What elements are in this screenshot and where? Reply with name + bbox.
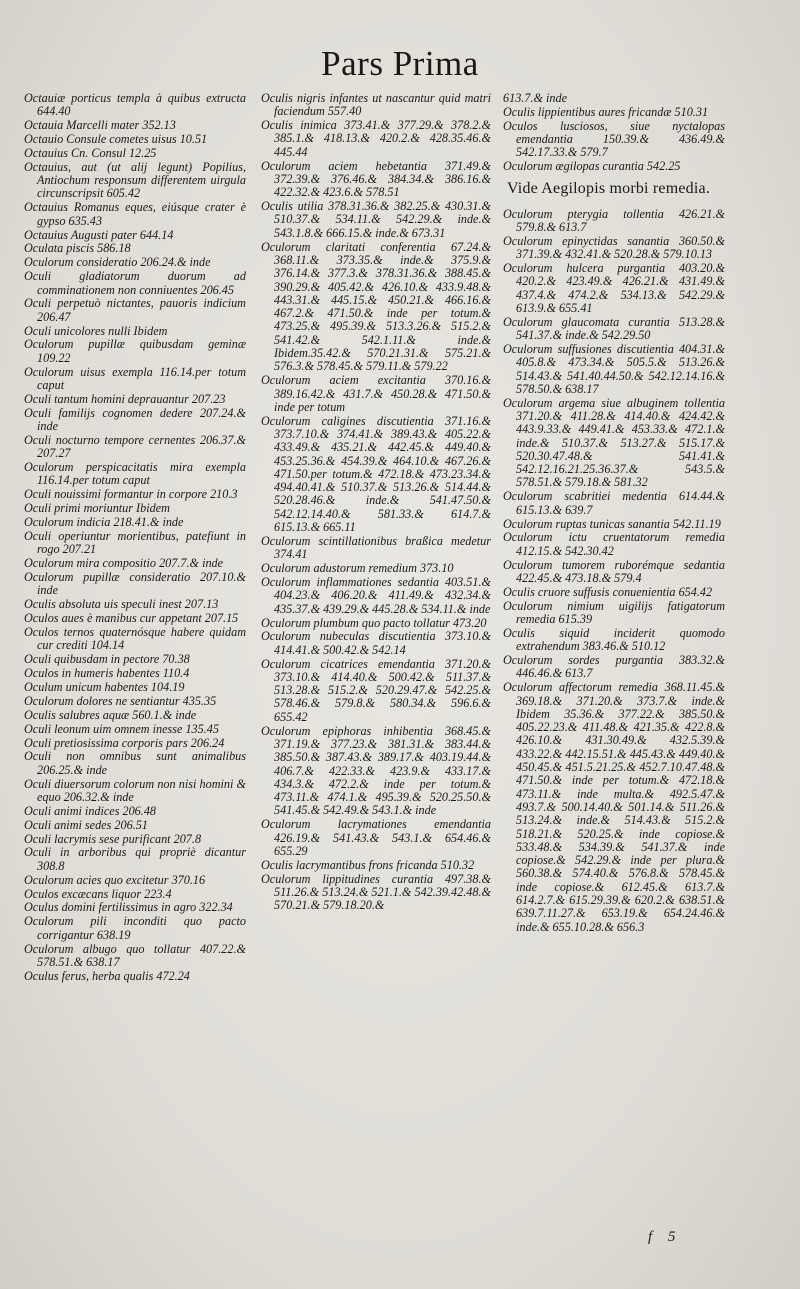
index-entry: Oculorum argema siue albuginem tollentia 371.20.& 411.28.& 414.40.& 424.42.& 443.9.33.& 449.41.& 453.33.& 472.1.& inde.& 510.37.& 513.27.& 515.17.& 520.30.47.48.& 541.41.& 542.12.16.21.25.36.37.& 543.5.& 578.51.& 579.18.& 581.32 — [503, 395, 725, 490]
index-entry: Oculi unicolores nulli Ibidem — [24, 323, 168, 338]
index-entry: Oculi in arboribus qui propriè dicantur 308.8 — [24, 845, 246, 873]
index-entry: Oculos excæcans liquor 223.4 — [24, 886, 172, 901]
index-entry: Octauius Augusti pater 644.14 — [24, 227, 174, 242]
index-entry: Oculi nouissimi formantur in corpore 210.3 — [24, 487, 238, 502]
index-entry: Oculum unicum habentes 104.19 — [24, 679, 185, 694]
index-entry: Oculi quibusdam in pectore 70.38 — [24, 652, 190, 667]
index-entry: Oculorum scintillationibus braßica medetur 374.41 — [261, 533, 491, 562]
index-entry: Octauiæ porticus templa à quibus extructa 644.40 — [24, 91, 246, 119]
index-entry: Oculis absoluta uis speculi inest 207.13 — [24, 597, 219, 612]
index-entry: Octauio Consule cometes uisus 10.51 — [24, 132, 208, 147]
index-entry: Oculi animi sedes 206.51 — [24, 817, 148, 832]
index-entry: Oculorum lippitudines curantia 497.38.& 511.26.& 513.24.& 521.1.& 542.39.42.48.& 570.21.& 579.18.20.& — [261, 871, 491, 913]
index-entry: Oculorum albugo quo tollatur 407.22.& 578.51.& 638.17 — [24, 941, 246, 969]
signature-mark: f 5 — [648, 1229, 682, 1245]
index-column-3 — [503, 92, 725, 935]
index-entry: Octauius Cn. Consul 12.25 — [24, 145, 157, 160]
index-entry: Oculus domini fertilissimus in agro 322.34 — [24, 900, 233, 915]
index-entry: Oculorum ictu cruentatorum remedia 412.15.& 542.30.42 — [503, 530, 725, 558]
index-entry: Oculi non omnibus sunt animalibus 206.25.& inde — [24, 749, 246, 777]
index-column-2 — [261, 92, 491, 913]
index-entry: Oculi pretiosissima corporis pars 206.24 — [24, 735, 225, 750]
index-entry: Oculorum epiphoras inhibentia 368.45.& 371.19.& 377.23.& 381.31.& 383.44.& 385.50.& 387.43.& 389.17.& 403.19.44.& 406.7.& 422.33.& 423.9.& 433.17.& 434.3.& 472.2.& inde per totum.& 473.11.& 474.1.& 495.39.& 520.25.50.& 541.45.& 542.49.& 543.1.& inde — [261, 723, 491, 818]
index-column-1 — [24, 92, 246, 984]
index-entry: Oculi gladiatorum duorum ad comminationem non conniuentes 206.45 — [24, 269, 246, 297]
index-entry: Oculorum scabritiei medentia 614.44.& 615.13.& 639.7 — [503, 489, 725, 517]
index-entry: Oculorum cicatrices emendantia 371.20.& 373.10.& 414.40.& 500.42.& 511.37.& 513.28.& 515.2.& 520.29.47.& 542.25.& 578.46.& 579.8.& 580.34.& 596.6.& 655.42 — [261, 656, 491, 724]
index-entry: Oculorum suffusiones discutientia 404.31.& 405.8.& 473.34.& 505.5.& 513.26.& 514.43.& 541.40.44.50.& 542.12.14.16.& 578.50.& 638.17 — [503, 341, 725, 396]
index-entry: Oculorum ægilopas curantia 542.25 — [503, 159, 681, 174]
index-entry: Oculorum mira compositio 207.7.& inde — [24, 556, 224, 571]
index-entry: Oculorum ruptas tunicas sanantia 542.11.19 — [503, 516, 721, 531]
index-entry: Oculorum tumorem ruborémque sedantia 422.45.& 473.18.& 579.4 — [503, 557, 725, 585]
index-entry: Oculorum pterygia tollentia 426.21.& 579.8.& 613.7 — [503, 206, 725, 234]
index-entry: Oculorum epinyctidas sanantia 360.50.& 371.39.& 432.41.& 520.28.& 579.10.13 — [503, 233, 725, 262]
index-entry: Oculorum adustorum remedium 373.10 — [261, 561, 454, 576]
index-entry: Octauius, aut (ut alij legunt) Popilius, Antiochum responsum differentem uirgula circunscripsit 605.42 — [24, 159, 246, 201]
index-entry: Oculorum uisus exempla 116.14.per totum caput — [24, 364, 246, 392]
index-entry: Oculorum nubeculas discutientia 373.10.& 414.41.& 500.42.& 542.14 — [261, 629, 491, 657]
index-entry: Oculorum affectorum remedia 368.11.45.& 369.18.& 371.20.& 373.7.& inde.& Ibidem 35.36.& 377.22.& 385.50.& 405.22.23.& 411.48.& 421.35.& 422.8.& 426.10.& 431.30.49.& 432.5.39.& 433.22.& 442.15.51.& 445.43.& 449.40.& 450.45.& 451.5.21.25.& 452.7.10.47.48.& 471.50.& inde per totum.& 472.18.& 473.11.& inde multa.& 492.5.47.& 493.7.& 500.14.40.& 501.14.& 511.26.& 513.24.& inde.& 514.43.& 515.2.& 518.21.& 520.25.& inde copiose.& 533.48.& 534.39.& 541.37.& inde copiose.& 542.29.& inde per plura.& 560.38.& 574.40.& 576.8.& 578.45.& inde copiose.& 612.45.& 613.7.& 614.2.7.& 615.29.39.& 620.2.& 638.51.& 639.7.11.27.& 653.19.& 654.24.46.& inde.& 655.10.28.& 656.3 — [503, 680, 725, 934]
index-entry: Oculorum nimium uigilijs fatigatorum remedia 615.39 — [503, 598, 725, 626]
cross-reference: Vide Aegilopis morbi remedia. — [507, 179, 711, 197]
page-title: Pars Prima — [321, 44, 479, 83]
index-entry: Oculi primi moriuntur Ibidem — [24, 501, 170, 516]
index-entry: Oculis inimica 373.41.& 377.29.& 378.2.& 385.1.& 418.13.& 420.2.& 428.35.46.& 445.44 — [261, 118, 491, 159]
index-entry: Oculorum lacrymationes emendantia 426.19.& 541.43.& 543.1.& 654.46.& 655.29 — [261, 817, 491, 858]
index-entry: Octauia Marcelli mater 352.13 — [24, 118, 176, 133]
index-entry: Oculi leonum uim omnem inesse 135.45 — [24, 721, 219, 736]
index-entry: Oculorum aciem excitantia 370.16.& 389.16.42.& 431.7.& 450.28.& 471.50.& inde per totum — [261, 373, 491, 414]
index-entry: Oculis lippientibus aures fricandæ 510.31 — [503, 104, 709, 119]
index-entry: Oculorum perspicacitatis mira exempla 116.14.per totum caput — [24, 460, 246, 488]
index-entry: Oculata piscis 586.18 — [24, 241, 131, 256]
index-entry: Oculis salubres aquæ 560.1.& inde — [24, 707, 197, 722]
index-entry: Oculorum caligines discutientia 371.16.& 373.7.10.& 374.41.& 389.43.& 405.22.& 433.49.& 435.21.& 442.45.& 449.40.& 453.25.36.& 454.39.& 464.10.& 467.26.& 471.50.per totum.& 472.18.& 473.23.34.& 494.40.41.& 510.37.& 513.26.& 514.44.& 520.28.46.& inde.& 541.47.50.& 542.12.14.40.& 581.33.& 614.7.& 615.13.& 665.11 — [261, 413, 491, 535]
index-entry: Oculis lacrymantibus frons fricanda 510.32 — [261, 857, 475, 872]
index-entry: Oculorum plumbum quo pacto tollatur 473.20 — [261, 615, 487, 630]
index-entry: Oculorum sordes purgantia 383.32.& 446.46.& 613.7 — [503, 653, 725, 681]
index-entry: Oculorum acies quo excitetur 370.16 — [24, 872, 206, 887]
index-entry: Oculorum pupillæ quibusdam geminæ 109.22 — [24, 337, 246, 365]
index-entry: Oculorum glaucomata curantia 513.28.& 541.37.& inde.& 542.29.50 — [503, 314, 725, 343]
index-entry: Oculi tantum homini deprauantur 207.23 — [24, 391, 226, 406]
index-entry: Oculi diuersorum colorum non nisi homini & equo 206.32.& inde — [24, 776, 246, 804]
index-entry: Oculorum pupillæ consideratio 207.10.& inde — [24, 570, 246, 598]
index-entry: Oculorum inflammationes sedantia 403.51.& 404.23.& 406.20.& 411.49.& 432.34.& 435.37.& 439.29.& 445.28.& 534.11.& inde — [261, 575, 491, 616]
index-entry: Oculus ferus, herba qualis 472.24 — [24, 968, 190, 983]
index-entry: Octauius Romanus eques, eiúsque crater è gypso 635.43 — [24, 200, 246, 228]
index-entry: Oculorum aciem hebetantia 371.49.& 372.39.& 376.46.& 384.34.& 386.16.& 422.32.& 423.6.& 578.51 — [261, 158, 491, 200]
index-entry: Oculos in humeris habentes 110.4 — [24, 666, 190, 681]
index-entry: Oculi familijs cognomen dedere 207.24.& inde — [24, 405, 246, 434]
index-entry: Oculos lusciosos, siue nyctalopas emendantia 150.39.& 436.49.& 542.17.33.& 579.7 — [503, 118, 725, 160]
index-entry: Oculis nigris infantes ut nascantur quid matri faciendum 557.40 — [261, 91, 491, 119]
index-entry: Oculorum hulcera purgantia 403.20.& 420.2.& 423.49.& 426.21.& 431.49.& 437.4.& 474.2.& 534.13.& 542.29.& 613.9.& 655.41 — [503, 260, 725, 315]
index-entry: Oculi operiuntur morientibus, patefiunt in rogo 207.21 — [24, 528, 246, 557]
index-entry: Oculis siquid inciderit quomodo extrahendum 383.46.& 510.12 — [503, 625, 725, 654]
index-entry: Oculis utilia 378.31.36.& 382.25.& 430.31.& 510.37.& 534.11.& 542.29.& inde.& 543.1.8.& 666.15.& inde.& 673.31 — [261, 199, 491, 240]
index-entry: Oculos ternos quaternósque habere quidam cur crediti 104.14 — [24, 625, 246, 653]
index-entry: Oculos aues è manibus cur appetant 207.15 — [24, 611, 239, 626]
index-entry: Oculorum dolores ne sentiantur 435.35 — [24, 693, 217, 708]
index-entry: Oculi perpetuò nictantes, pauoris indicium 206.47 — [24, 296, 246, 324]
index-entry: Oculorum pili inconditi quo pacto corrigantur 638.19 — [24, 914, 246, 942]
index-entry: Oculi animi indices 206.48 — [24, 803, 157, 818]
index-entry: Oculis cruore suffusis conuenientia 654.42 — [503, 584, 713, 599]
index-entry: Oculorum claritati conferentia 67.24.& 368.11.& 373.35.& inde.& 375.9.& 376.14.& 377.3.& 378.31.36.& 388.45.& 390.29.& 405.42.& 426.10.& 433.9.48.& 443.31.& 445.15.& 450.21.& 466.16.& 467.2.& 471.50.& inde per totum.& 473.25.& 495.39.& 513.3.26.& 515.2.& 541.42.& 542.1.11.& inde.& Ibidem.35.42.& 570.21.31.& 575.21.& 576.3.& 578.45.& 579.11.& 579.22 — [261, 239, 491, 374]
index-entry: Oculi nocturno tempore cernentes 206.37.& 207.27 — [24, 432, 246, 461]
index-entry: Oculorum consideratio 206.24.& inde — [24, 255, 211, 270]
index-entry: Oculorum indicia 218.41.& inde — [24, 515, 184, 530]
index-entry: 613.7.& inde — [503, 91, 567, 105]
index-entry: Oculi lacrymis sese purificant 207.8 — [24, 831, 202, 846]
